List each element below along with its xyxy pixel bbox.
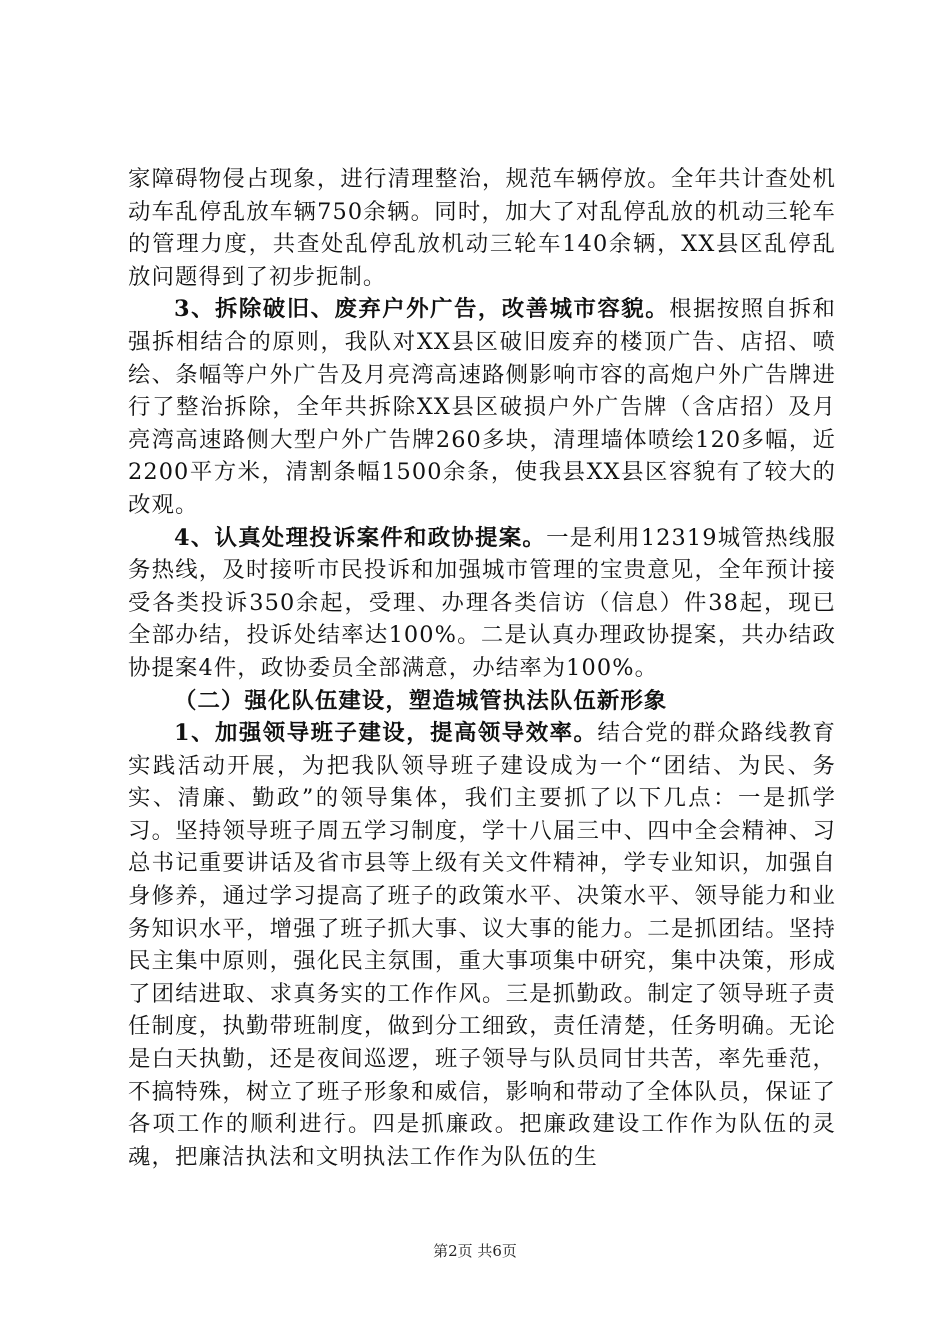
paragraph-lead: 1、加强领导班子建设，提高领导效率。	[174, 720, 598, 747]
paragraph-item-1	[128, 717, 836, 1173]
paragraph-item-3	[128, 293, 836, 521]
paragraph-text: 一是利用12319城管热线服务热线，及时接听市民投诉和加强城市管理的宝贵意见，全年预计接受各类投诉350余起，受理、办理各类信访（信息）件38起，现已全部办结，投诉处结率达100%。二是认真办理政协提案，共办结政协提案4件，政协委员全部满意，办结率为100%。	[128, 524, 836, 681]
paragraph-lead: 4、认真处理投诉案件和政协提案。	[174, 524, 547, 551]
paragraph-lead: 3、拆除破旧、废弃户外广告，改善城市容貌。	[174, 296, 670, 323]
document-body	[128, 163, 836, 1173]
section-heading: （二）强化队伍建设，塑造城管执法队伍新形象	[174, 687, 668, 714]
paragraph-continuation	[128, 163, 836, 293]
paragraph-item-4	[128, 522, 836, 685]
paragraph-text: 结合党的群众路线教育实践活动开展，为把我队领导班子建设成为一个“团结、为民、务实、清廉、勤政”的领导集体，我们主要抓了以下几点：一是抓学习。坚持领导班子周五学习制度，学十八届三中、四中全会精神、习总书记重要讲话及省市县等上级有关文件精神，学专业知识，加强自身修养，通过学习提高了班子的政策水平、决策水平、领导能力和业务知识水平，增强了班子抓大事、议大事的能力。二是抓团结。坚持民主集中原则，强化民主氛围，重大事项集中研究，集中决策，形成了团结进取、求真务实的工作作风。三是抓勤政。制定了领导班子责任制度，执勤带班制度，做到分工细致，责任清楚，任务明确。无论是白天执勤，还是夜间巡逻，班子领导与队员同甘共苦，率先垂范，不搞特殊，树立了班子形象和威信，影响和带动了全体队员，保证了各项工作的顺利进行。四是抓廉政。把廉政建设工作作为队伍的灵魂，把廉洁执法和文明执法工作作为队伍的生	[128, 720, 836, 1170]
paragraph-text: 家障碍物侵占现象，进行清理整治，规范车辆停放。全年共计查处机动车乱停乱放车辆750余辆。同时，加大了对乱停乱放的机动三轮车的管理力度，共查处乱停乱放机动三轮车140余辆，XX县区乱停乱放问题得到了初步扼制。	[128, 166, 836, 290]
paragraph-text: 根据按照自拆和强拆相结合的原则，我队对XX县区破旧废弃的楼顶广告、店招、喷绘、条幅等户外广告及月亮湾高速路侧影响市容的高炮户外广告牌进行了整治拆除，全年共拆除XX县区破损户外广告牌（含店招）及月亮湾高速路侧大型户外广告牌260多块，清理墙体喷绘120多幅，近2200平方米，清割条幅1500余条，使我县XX县区容貌有了较大的改观。	[128, 296, 837, 518]
page-footer: 第2页 共6页	[433, 1242, 517, 1260]
